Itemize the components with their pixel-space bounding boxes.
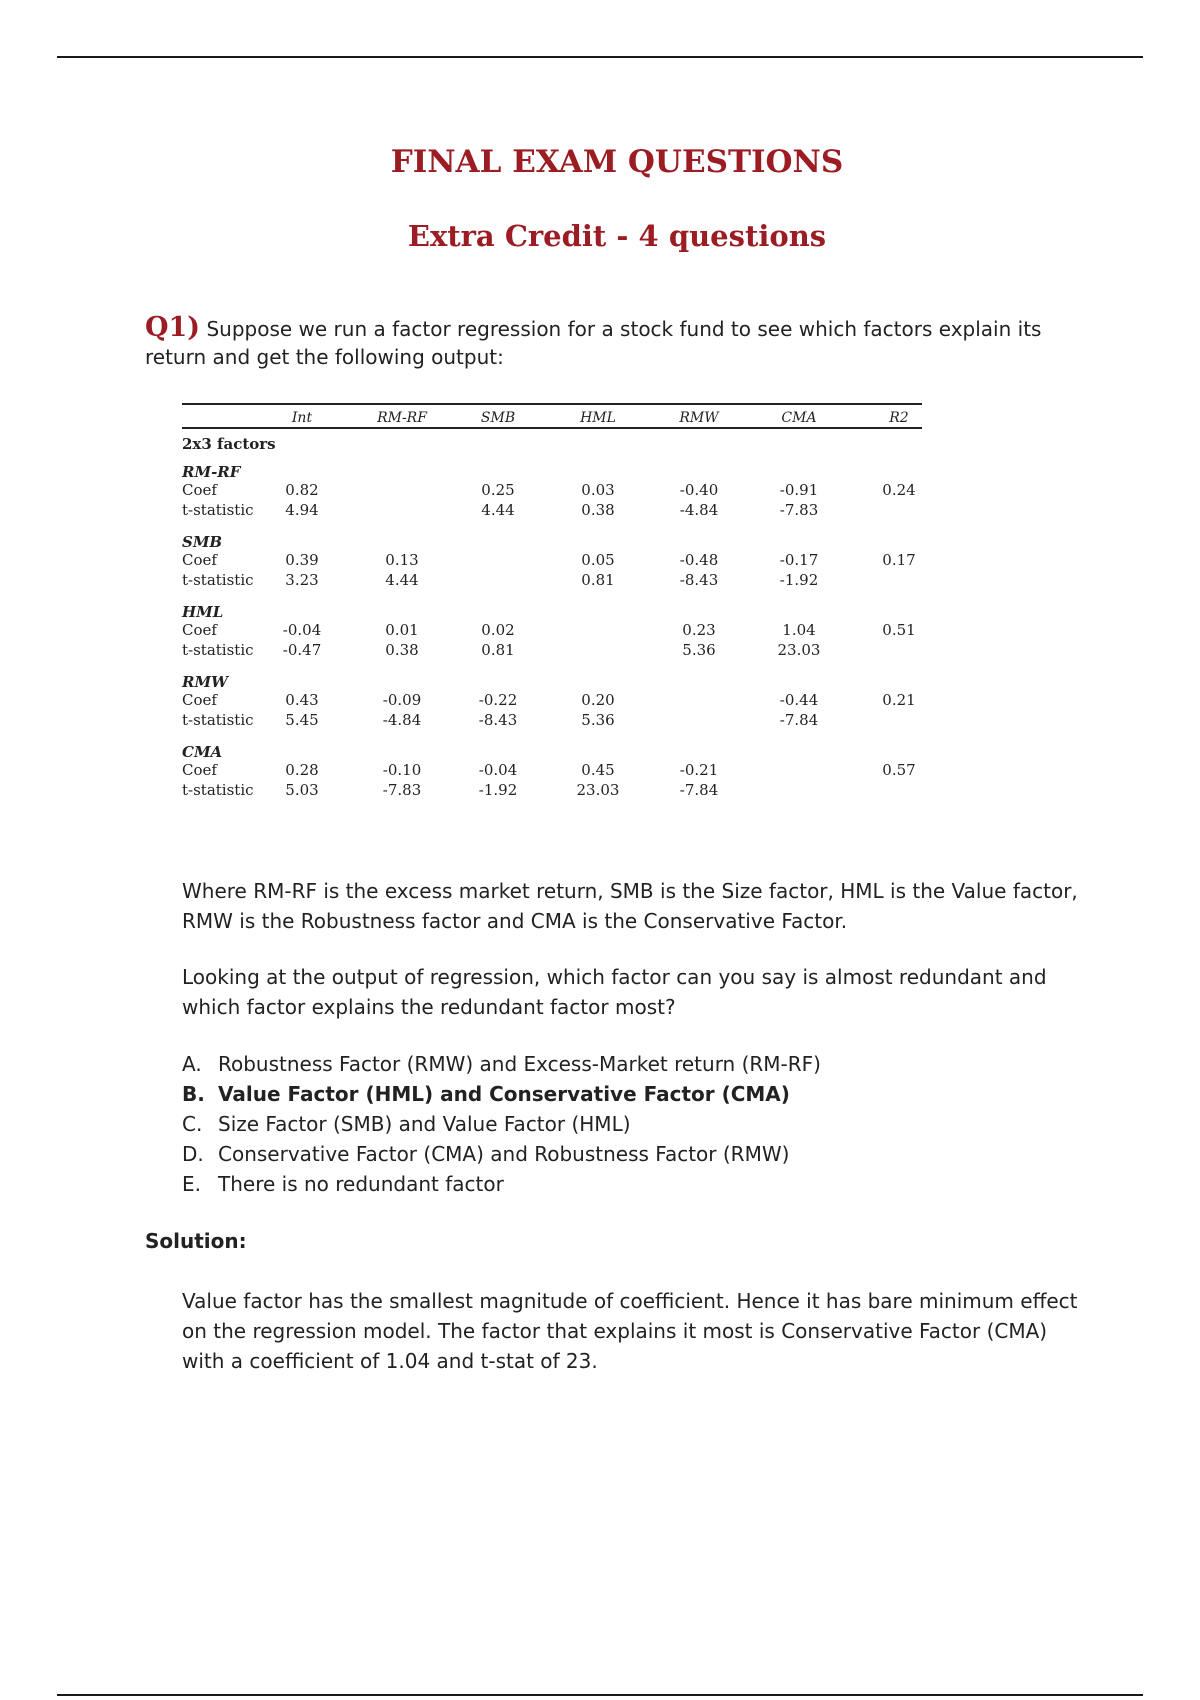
coef-cell: 0.01 xyxy=(385,621,419,639)
option-text: Value Factor (HML) and Conservative Factor (CMA) xyxy=(218,1082,790,1106)
group-label: RM-RF xyxy=(182,463,241,481)
coef-cell: 0.57 xyxy=(882,761,916,779)
group-label: HML xyxy=(182,603,224,621)
column-header: SMB xyxy=(480,410,516,426)
question-label: Q1) xyxy=(145,312,201,343)
column-header: CMA xyxy=(781,410,817,426)
answer-options xyxy=(182,1049,1087,1199)
coef-cell: 0.25 xyxy=(481,481,515,499)
tstat-cell: 0.81 xyxy=(481,641,515,659)
tstat-cell: 5.36 xyxy=(682,641,716,659)
column-header: R2 xyxy=(889,410,909,426)
section-label: 2x3 factors xyxy=(182,435,276,453)
tstat-row-label: t-statistic xyxy=(182,641,254,659)
coef-cell: -0.22 xyxy=(478,691,518,709)
answer-option xyxy=(182,1049,1087,1079)
tstat-row-label: t-statistic xyxy=(182,501,254,519)
tstat-cell: -8.43 xyxy=(679,571,719,589)
table-top-rule xyxy=(182,403,922,405)
answer-option xyxy=(182,1109,1087,1139)
option-letter: E. xyxy=(182,1172,201,1196)
option-letter: C. xyxy=(182,1112,203,1136)
coef-cell: 0.51 xyxy=(882,621,916,639)
coef-cell: -0.10 xyxy=(382,761,422,779)
coef-cell: 0.02 xyxy=(481,621,515,639)
coef-cell: 0.39 xyxy=(285,551,319,569)
coef-cell: 0.03 xyxy=(581,481,615,499)
group-label: RMW xyxy=(182,673,228,691)
coef-cell: 0.23 xyxy=(682,621,716,639)
tstat-cell: -7.84 xyxy=(779,711,819,729)
coef-cell: 1.04 xyxy=(782,621,816,639)
tstat-cell: 5.36 xyxy=(581,711,615,729)
tstat-row-label: t-statistic xyxy=(182,781,254,799)
coef-cell: -0.44 xyxy=(779,691,819,709)
tstat-cell: -4.84 xyxy=(679,501,719,519)
solution-text: Value factor has the smallest magnitude of coefficient. Hence it has bare minimum effect on the regression model. The factor that explains it most is Conservative Factor (CMA) with a coefficient of 1.04 and t-stat of 23. xyxy=(182,1289,1078,1373)
tstat-cell: -4.84 xyxy=(382,711,422,729)
coef-cell: 0.43 xyxy=(285,691,319,709)
solution-heading: Solution: xyxy=(145,1229,247,1253)
coef-cell: 0.28 xyxy=(285,761,319,779)
tstat-cell: -7.83 xyxy=(382,781,422,799)
coef-row-label: Coef xyxy=(182,691,217,709)
page-subtitle: Extra Credit - 4 questions xyxy=(407,219,827,253)
group-label: SMB xyxy=(182,533,223,551)
factor-definitions: Where RM-RF is the excess market return, SMB is the Size factor, HML is the Value factor, RMW is the Robustness factor and CMA is the Conservative Factor. xyxy=(182,879,1078,933)
tstat-cell: 4.94 xyxy=(285,501,319,519)
top-rule xyxy=(57,56,1143,58)
coef-cell: -0.09 xyxy=(382,691,422,709)
coef-cell: -0.04 xyxy=(282,621,322,639)
answer-option xyxy=(182,1079,1087,1109)
column-header: Int xyxy=(291,410,313,426)
coef-row-label: Coef xyxy=(182,481,217,499)
coef-row-label: Coef xyxy=(182,761,217,779)
option-letter: A. xyxy=(182,1052,202,1076)
coef-cell: 0.05 xyxy=(581,551,615,569)
tstat-row-label: t-statistic xyxy=(182,571,254,589)
question-intro-text: Suppose we run a factor regression for a stock fund to see which factors explain its return and get the following output: xyxy=(145,317,1042,369)
tstat-cell: 4.44 xyxy=(385,571,419,589)
coef-cell: 0.20 xyxy=(581,691,615,709)
coef-row-label: Coef xyxy=(182,621,217,639)
tstat-cell: 3.23 xyxy=(285,571,319,589)
answer-option xyxy=(182,1139,1087,1169)
option-letter: D. xyxy=(182,1142,204,1166)
answer-option xyxy=(182,1169,1087,1199)
tstat-cell: 0.38 xyxy=(385,641,419,659)
option-letter: B. xyxy=(182,1082,205,1106)
option-text: Conservative Factor (CMA) and Robustness Factor (RMW) xyxy=(218,1142,790,1166)
tstat-cell: -8.43 xyxy=(478,711,518,729)
question-prompt: Looking at the output of regression, which factor can you say is almost redundant and which factor explains the redundant factor most? xyxy=(182,965,1047,1019)
tstat-cell: -0.47 xyxy=(282,641,322,659)
coef-cell: -0.48 xyxy=(679,551,719,569)
tstat-cell: -1.92 xyxy=(478,781,518,799)
coef-cell: 0.17 xyxy=(882,551,916,569)
tstat-cell: 5.03 xyxy=(285,781,319,799)
coef-cell: -0.17 xyxy=(779,551,819,569)
tstat-cell: -7.84 xyxy=(679,781,719,799)
group-label: CMA xyxy=(182,743,223,761)
coef-row-label: Coef xyxy=(182,551,217,569)
question-intro xyxy=(145,314,1085,371)
tstat-cell: 0.38 xyxy=(581,501,615,519)
tstat-row-label: t-statistic xyxy=(182,711,254,729)
option-text: Size Factor (SMB) and Value Factor (HML) xyxy=(218,1112,631,1136)
bottom-rule xyxy=(57,1694,1143,1696)
column-header: HML xyxy=(580,410,616,426)
coef-cell: 0.21 xyxy=(882,691,916,709)
tstat-cell: 0.81 xyxy=(581,571,615,589)
column-header: RMW xyxy=(679,410,719,426)
tstat-cell: -1.92 xyxy=(779,571,819,589)
coef-cell: 0.24 xyxy=(882,481,916,499)
tstat-cell: -7.83 xyxy=(779,501,819,519)
coef-cell: 0.82 xyxy=(285,481,319,499)
coef-cell: -0.40 xyxy=(679,481,719,499)
coef-cell: 0.13 xyxy=(385,551,419,569)
coef-cell: -0.91 xyxy=(779,481,819,499)
table-header-rule xyxy=(182,427,922,429)
coef-cell: -0.04 xyxy=(478,761,518,779)
coef-cell: 0.45 xyxy=(581,761,615,779)
option-text: Robustness Factor (RMW) and Excess-Market return (RM-RF) xyxy=(218,1052,821,1076)
tstat-cell: 4.44 xyxy=(481,501,515,519)
tstat-cell: 23.03 xyxy=(777,641,821,659)
option-text: There is no redundant factor xyxy=(218,1172,504,1196)
page-title: FINAL EXAM QUESTIONS xyxy=(390,144,844,180)
tstat-cell: 5.45 xyxy=(285,711,319,729)
coef-cell: -0.21 xyxy=(679,761,719,779)
tstat-cell: 23.03 xyxy=(576,781,620,799)
column-header: RM-RF xyxy=(377,410,427,426)
